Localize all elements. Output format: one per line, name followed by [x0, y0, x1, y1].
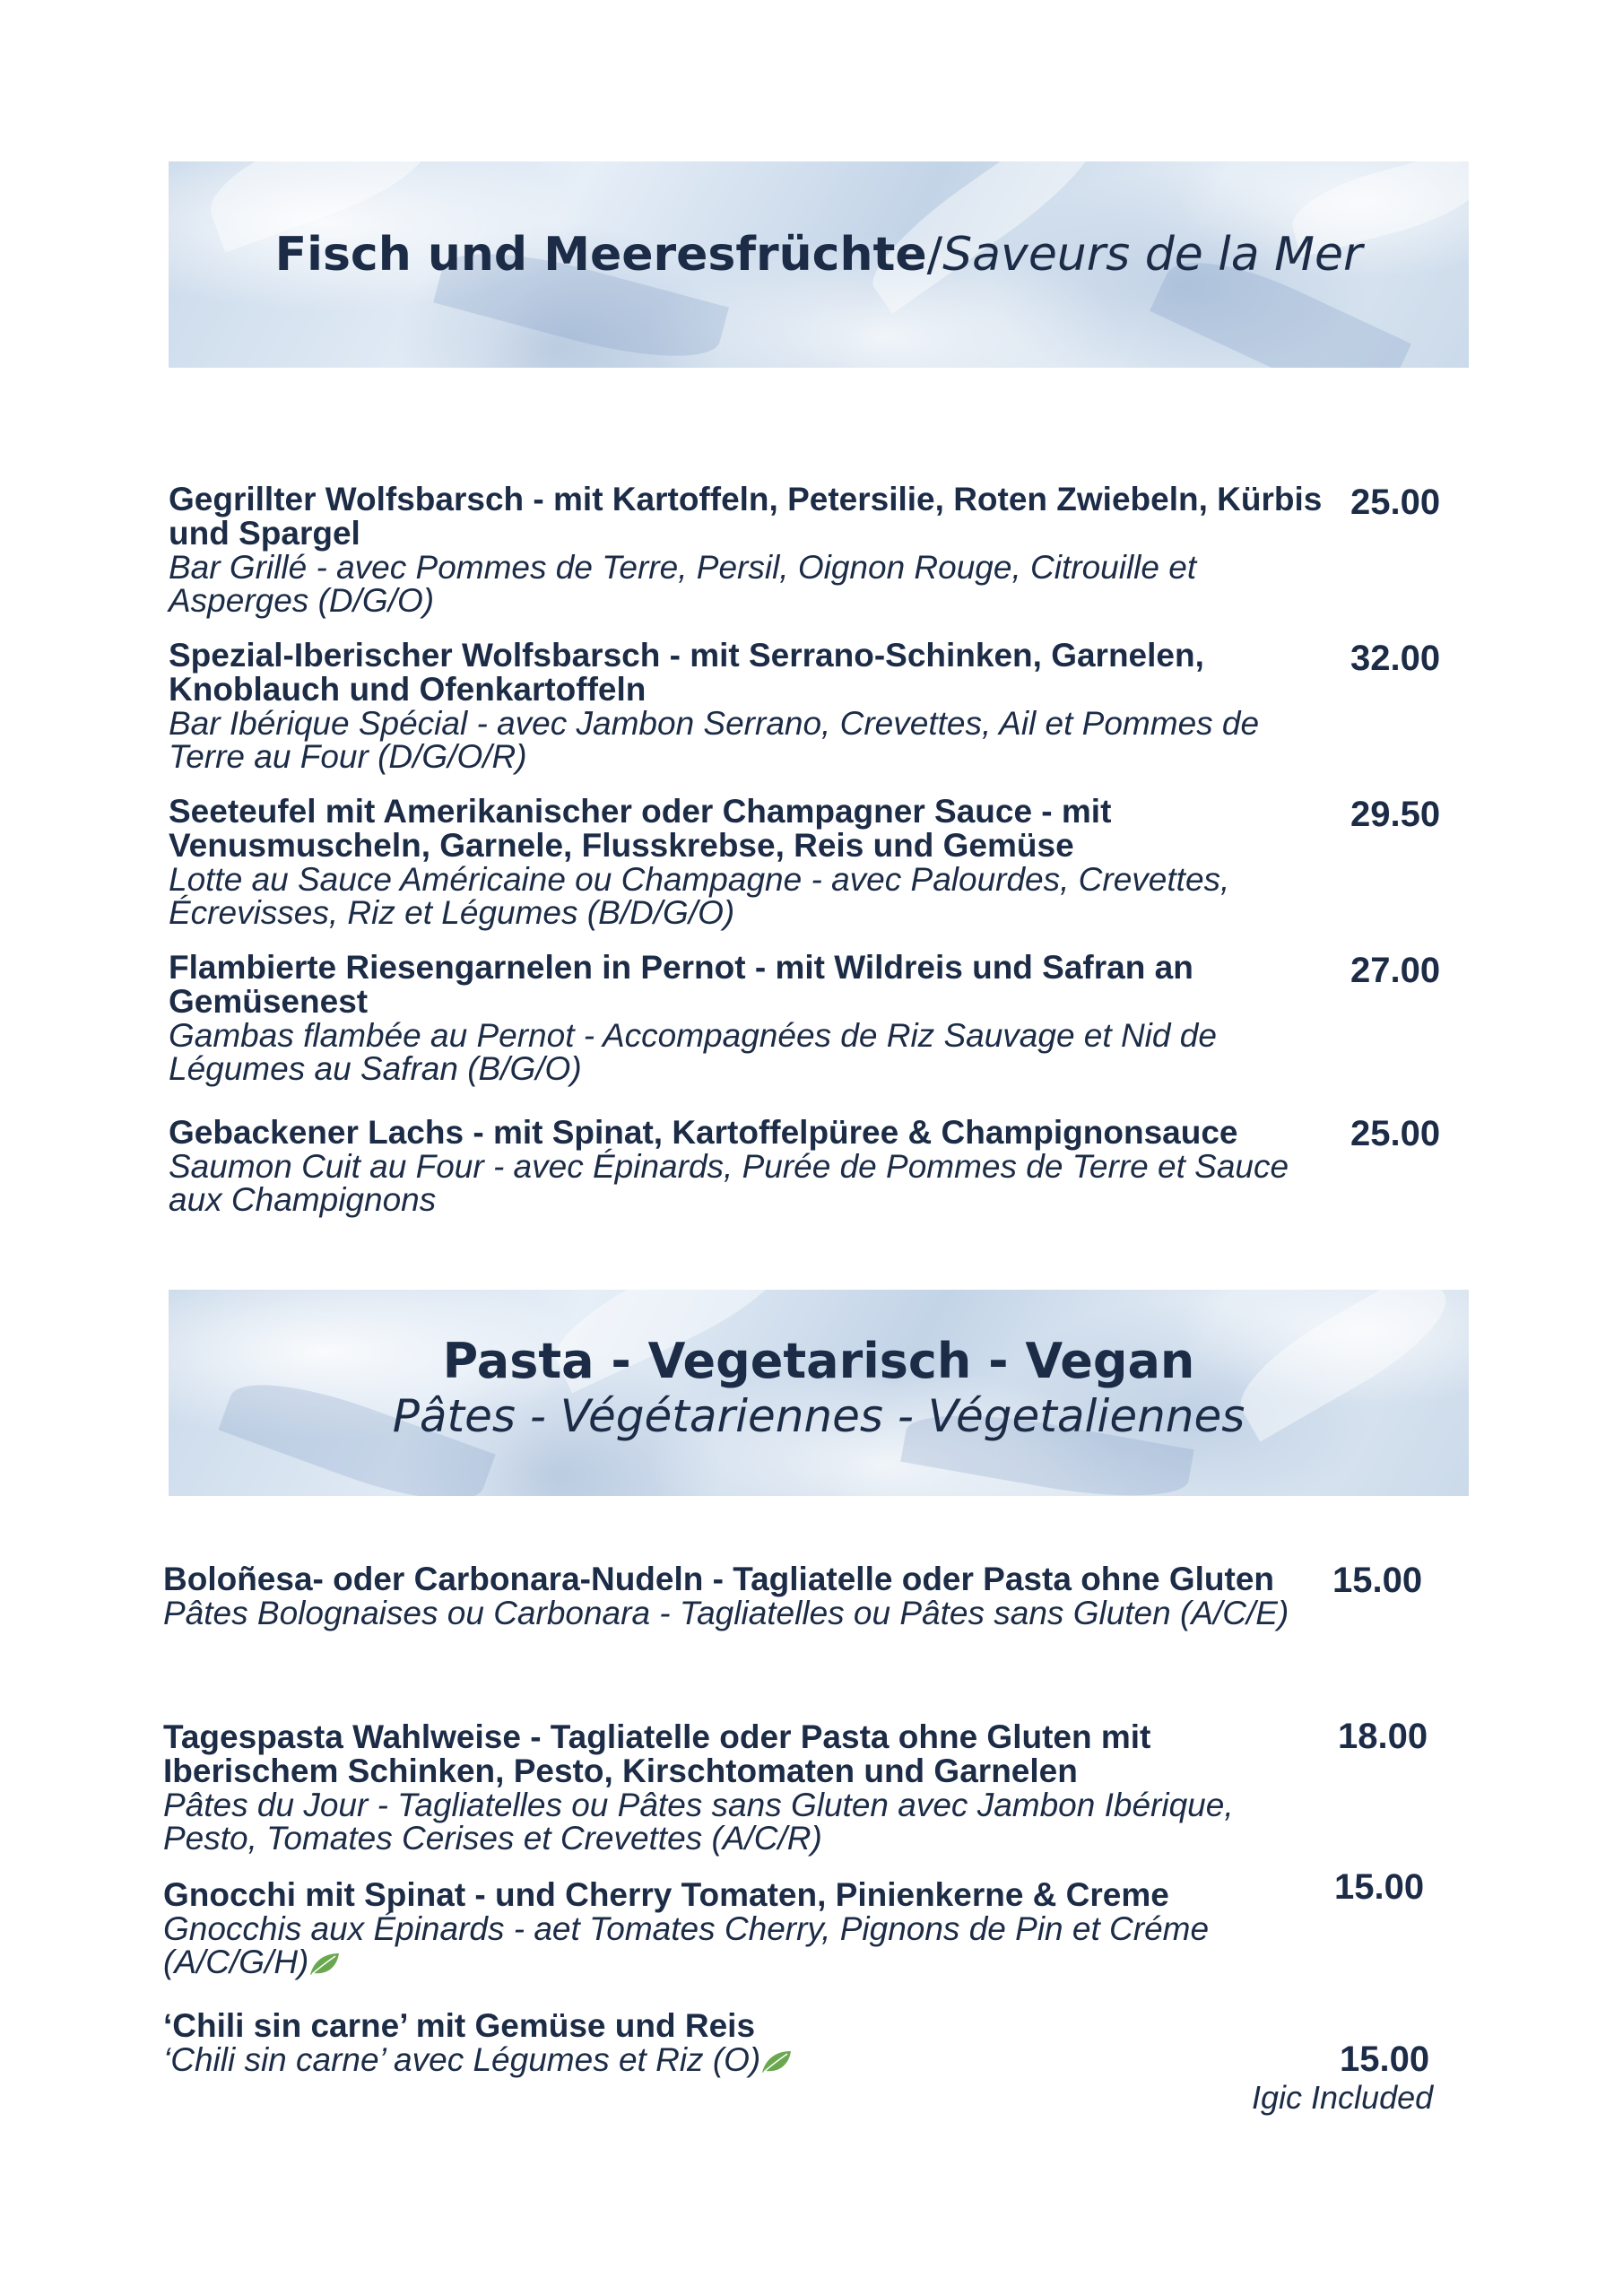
item-name-fr: Bar Ibérique Spécial - avec Jambon Serrano, Crevettes, Ail et Pommes de Terre au Four (D/G/O/R) [169, 705, 1260, 775]
item-name-de: Tagespasta Wahlweise - Tagliatelle oder Pasta ohne Gluten mit Iberischem Schinken, Pesto, Kirschtomaten und Garnelen [163, 1718, 1151, 1789]
item-name-de: ‘Chili sin carne’ mit Gemüse und Reis [163, 2007, 756, 2044]
menu-item [169, 639, 1325, 773]
item-name-de: Gnocchi mit Spinat - und Cherry Tomaten, Pinienkerne & Creme [163, 1876, 1169, 1913]
menu-item [163, 1562, 1302, 1630]
item-name-de: Spezial-Iberischer Wolfsbarsch - mit Serrano-Schinken, Garnelen, Knoblauch und Ofenkartoffeln [169, 637, 1204, 708]
item-name-fr-text: ‘Chili sin carne’ avec Légumes et Riz (O) [163, 2041, 761, 2078]
fish-title-fr: Saveurs de la Mer [942, 228, 1363, 282]
item-name-fr: Bar Grillé - avec Pommes de Terre, Persil, Oignon Rouge, Citrouille et Asperges (D/G/O) [169, 549, 1197, 619]
item-price: 32.00 [1350, 639, 1441, 678]
green-leaf-icon [308, 1952, 341, 1977]
item-price: 15.00 [1340, 2039, 1430, 2079]
item-price: 18.00 [1338, 1717, 1428, 1756]
green-leaf-icon [760, 2049, 793, 2074]
item-name-fr: Lotte au Sauce Américaine ou Champagne - avec Palourdes, Crevettes, Écrevisses, Riz et Légumes (B/D/G/O) [169, 861, 1230, 931]
menu-item [169, 483, 1325, 617]
item-price: 15.00 [1334, 1867, 1425, 1907]
item-name-de: Flambierte Riesengarnelen in Pernot - mit Wildreis und Safran an Gemüsenest [169, 949, 1193, 1020]
title-separator: / [926, 228, 943, 282]
menu-item [169, 951, 1325, 1085]
item-name-fr: Pâtes Bolognaises ou Carbonara - Tagliatelles ou Pâtes sans Gluten (A/C/E) [163, 1595, 1289, 1631]
pasta-title-fr: Pâtes - Végétariennes - Végetaliennes [392, 1390, 1245, 1442]
item-name-fr-text: Gnocchis aux Épinards - aet Tomates Cherry, Pignons de Pin et Créme (A/C/G/H) [163, 1910, 1210, 1980]
item-price: 25.00 [1350, 1114, 1441, 1153]
menu-item [163, 2009, 1239, 2076]
item-price: 27.00 [1350, 951, 1441, 990]
menu-item [169, 1116, 1343, 1216]
menu-item [169, 795, 1325, 929]
tax-note: Igic Included [1252, 2079, 1434, 2116]
item-name-de: Seeteufel mit Amerikanischer oder Champagner Sauce - mit Venusmuscheln, Garnele, Flusskrebse, Reis und Gemüse [169, 793, 1112, 864]
item-name-fr [163, 2043, 1239, 2076]
fish-title-de: Fisch und Meeresfrüchte [274, 228, 927, 282]
menu-item [163, 1878, 1320, 1979]
pasta-section-banner [169, 1290, 1469, 1496]
fish-section-banner [169, 161, 1469, 368]
item-name-fr: Gambas flambée au Pernot - Accompagnées de Riz Sauvage et Nid de Légumes au Safran (B/G/O) [169, 1017, 1217, 1087]
fish-section-title [169, 228, 1469, 282]
item-name-fr [163, 1912, 1320, 1979]
item-name-de: Gegrillter Wolfsbarsch - mit Kartoffeln, Petersilie, Roten Zwiebeln, Kürbis und Spargel [169, 481, 1323, 552]
item-price: 29.50 [1350, 795, 1441, 834]
item-name-de: Boloñesa- oder Carbonara-Nudeln - Tagliatelle oder Pasta ohne Gluten [163, 1561, 1275, 1597]
item-name-fr: Pâtes du Jour - Tagliatelles ou Pâtes sans Gluten avec Jambon Ibérique, Pesto, Tomates Cerises et Crevettes (A/C/R) [163, 1787, 1234, 1857]
item-name-fr: Saumon Cuit au Four - avec Épinards, Purée de Pommes de Terre et Sauce aux Champignons [169, 1148, 1289, 1218]
menu-item [163, 1720, 1320, 1855]
pasta-title-de: Pasta - Vegetarisch - Vegan [442, 1333, 1195, 1389]
item-price: 15.00 [1332, 1561, 1423, 1600]
item-price: 25.00 [1350, 483, 1441, 522]
item-name-de: Gebackener Lachs - mit Spinat, Kartoffelpüree & Champignonsauce [169, 1114, 1238, 1151]
